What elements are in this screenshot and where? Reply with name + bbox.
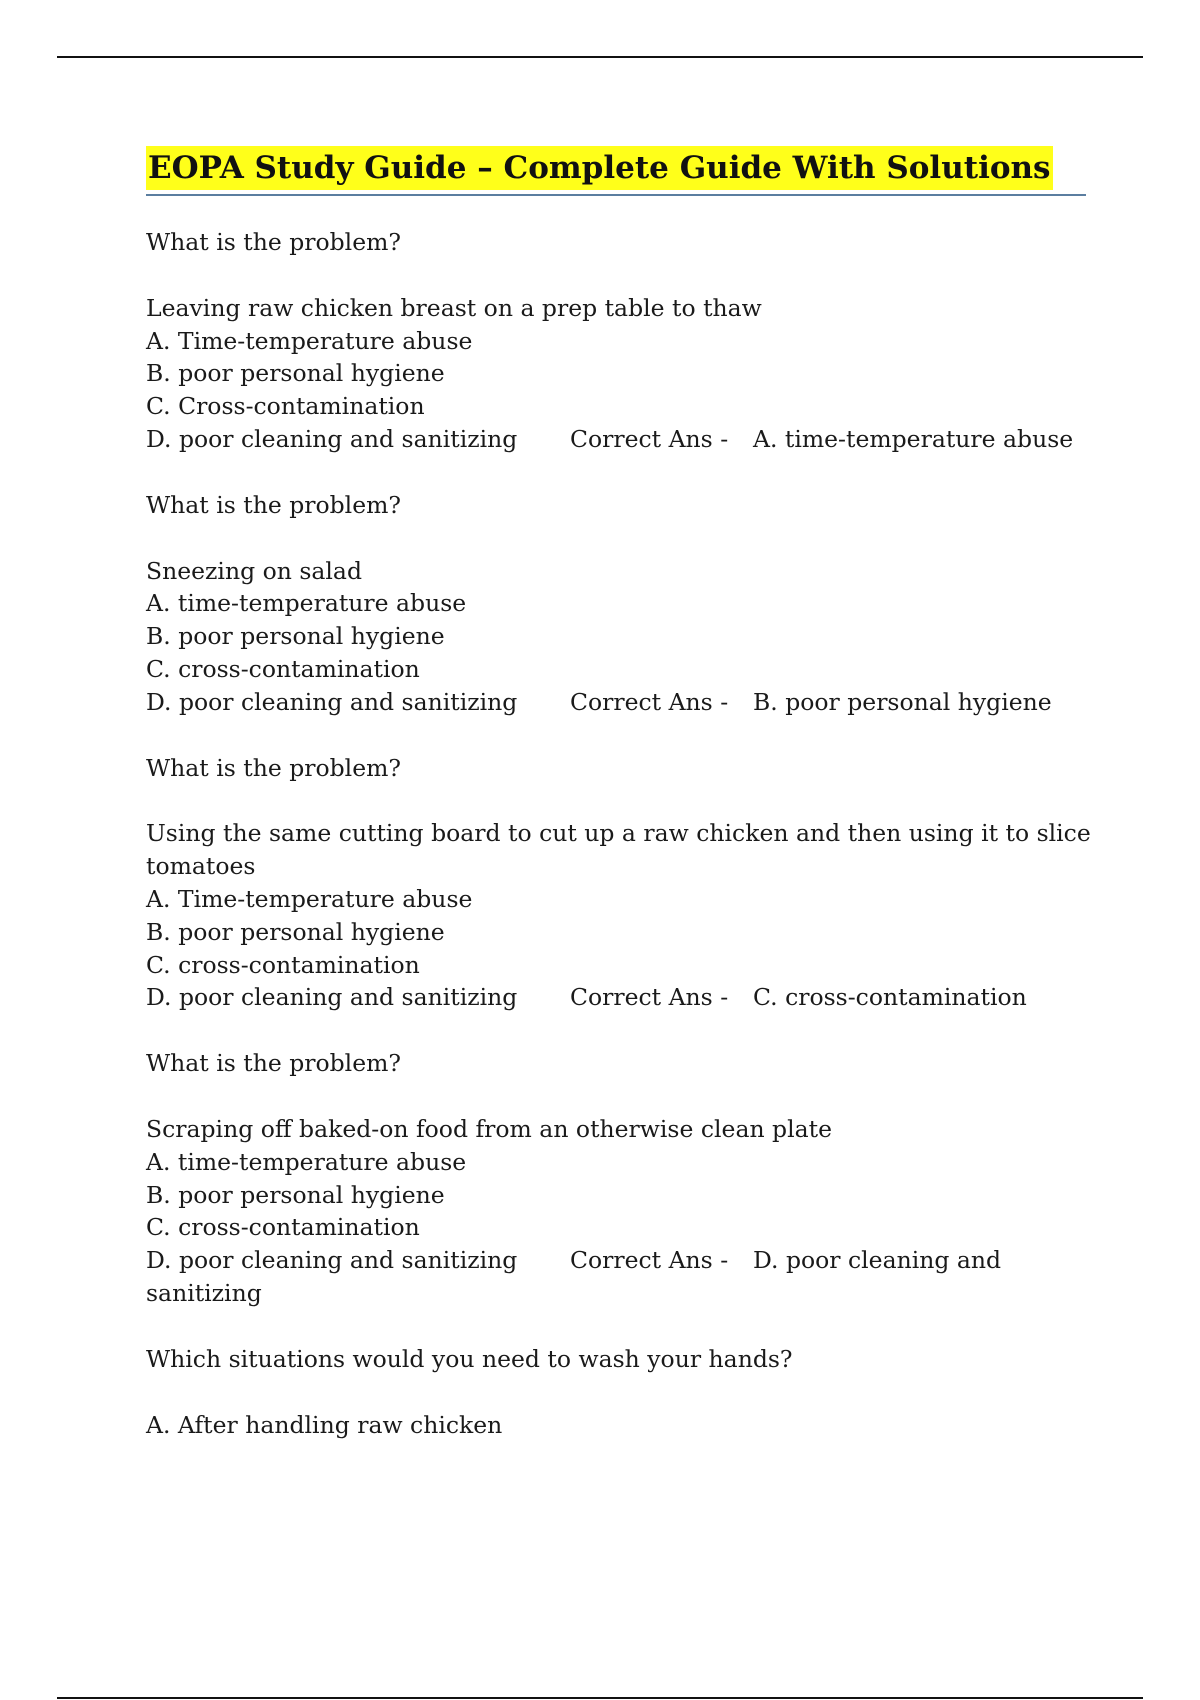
option-c: C. cross-contamination — [146, 950, 420, 979]
question-block — [146, 1343, 1086, 1442]
correct-answer: B. poor personal hygiene — [753, 687, 1052, 716]
question-scenario: Sneezing on salad — [146, 556, 362, 585]
question-prompt: What is the problem? — [146, 753, 401, 782]
question-scenario: Scraping off baked-on food from an otherwise clean plate — [146, 1114, 832, 1143]
question-prompt: What is the problem? — [146, 228, 401, 256]
option-d: D. poor cleaning and sanitizing — [146, 983, 518, 1012]
correct-answer: A. time-temperature abuse — [753, 424, 1074, 453]
option-a: A. After handling raw chicken — [146, 1410, 503, 1439]
option-b: B. poor personal hygiene — [146, 917, 445, 946]
answer-row — [146, 981, 1086, 1014]
option-c: C. Cross-contamination — [146, 392, 425, 421]
correct-answer-label: Correct Ans - — [570, 1246, 729, 1275]
option-a: A. time-temperature abuse — [146, 1147, 467, 1176]
option-d: D. poor cleaning and sanitizing — [146, 1246, 518, 1275]
header-rule — [57, 56, 1143, 58]
question-prompt: What is the problem? — [146, 490, 401, 519]
option-b: B. poor personal hygiene — [146, 359, 445, 388]
answer-row — [146, 1244, 1086, 1277]
title-block — [146, 146, 1086, 196]
correct-answer: D. poor cleaning and — [753, 1246, 1002, 1275]
document-body — [146, 146, 1091, 1441]
correct-answer-continued: sanitizing — [146, 1278, 262, 1307]
correct-answer: C. cross-contamination — [753, 983, 1027, 1012]
option-d: D. poor cleaning and sanitizing — [146, 687, 518, 716]
option-b: B. poor personal hygiene — [146, 622, 445, 651]
option-a: A. time-temperature abuse — [146, 589, 467, 618]
option-b: B. poor personal hygiene — [146, 1180, 445, 1209]
question-block — [146, 226, 1086, 456]
correct-answer-label: Correct Ans - — [570, 983, 729, 1012]
page-title: EOPA Study Guide – Complete Guide With Solutions — [146, 146, 1053, 190]
correct-answer-label: Correct Ans - — [570, 687, 729, 716]
question-block — [146, 752, 1091, 1015]
question-prompt: What is the problem? — [146, 1049, 401, 1078]
question-block — [146, 1047, 1086, 1310]
question-block — [146, 489, 1086, 719]
question-prompt: Which situations would you need to wash your hands? — [146, 1344, 793, 1373]
option-a: A. Time-temperature abuse — [146, 326, 473, 355]
answer-row — [146, 423, 1086, 456]
question-scenario-continued: tomatoes — [146, 852, 256, 881]
footer-rule — [57, 1697, 1143, 1699]
option-c: C. cross-contamination — [146, 1213, 420, 1242]
option-c: C. cross-contamination — [146, 654, 420, 683]
correct-answer-label: Correct Ans - — [570, 424, 729, 453]
option-d: D. poor cleaning and sanitizing — [146, 424, 518, 453]
question-scenario: Leaving raw chicken breast on a prep table to thaw — [146, 293, 762, 322]
option-a: A. Time-temperature abuse — [146, 884, 473, 913]
question-scenario: Using the same cutting board to cut up a raw chicken and then using it to slice — [146, 819, 1091, 848]
answer-row — [146, 686, 1086, 719]
